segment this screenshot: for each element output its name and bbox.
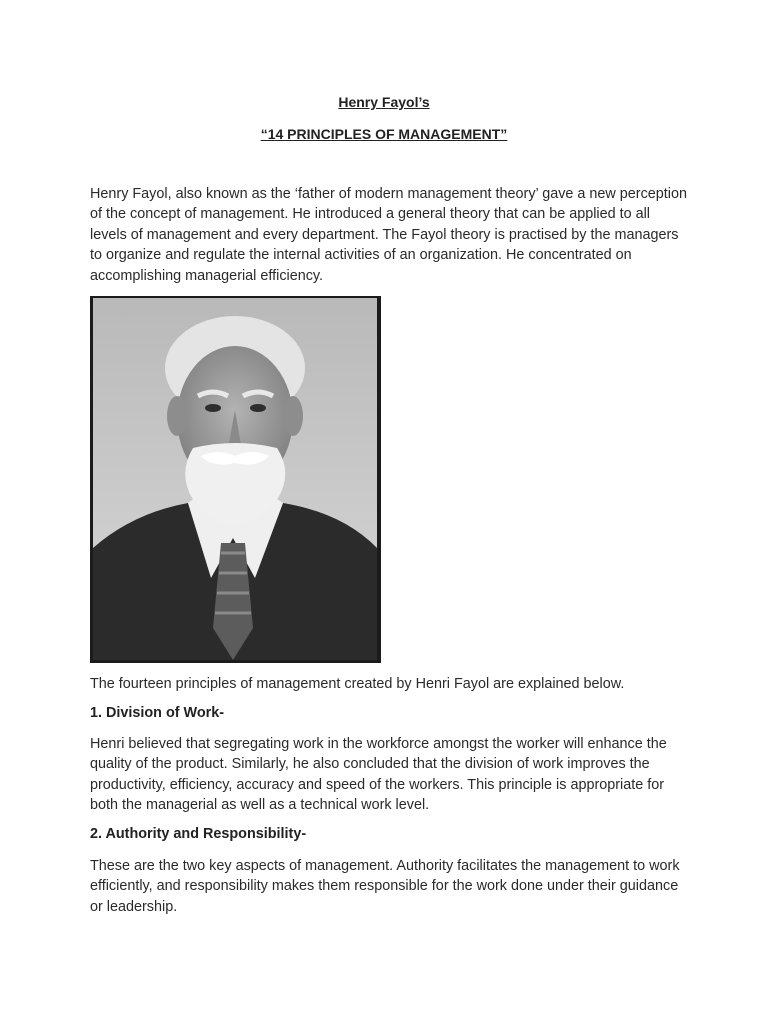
portrait-image-frame	[90, 296, 381, 663]
principles-intro-text: The fourteen principles of management created by Henri Fayol are explained below.	[90, 676, 625, 692]
section-body-authority-responsibility: These are the two key aspects of management. Authority facilitates the management to work efficiently, and responsibility makes them responsible for the work done under their guidance or leadership.	[90, 858, 680, 915]
document-title: Henry Fayol’s	[338, 94, 430, 110]
portrait-photo-icon	[93, 298, 377, 660]
section-heading-authority-responsibility: 2. Authority and Responsibility-	[90, 826, 307, 842]
section-heading-division-of-work: 1. Division of Work-	[90, 705, 225, 721]
section-body-division-of-work: Henri believed that segregating work in the workforce amongst the worker will enhance the quality of the product. Similarly, he also concluded that the division of work improves the productivity, efficiency, accuracy and speed of the workers. This principle is appropriate for both the managerial as well as a technical work level.	[90, 736, 667, 814]
intro-paragraph: Henry Fayol, also known as the ‘father of modern management theory’ gave a new perception of the concept of management. He introduced a general theory that can be applied to all levels of management and every department. The Fayol theory is practised by the managers to organize and regulate the internal activities of an organization. He concentrated on accomplishing managerial efficiency.	[90, 186, 688, 284]
document-subtitle: “14 PRINCIPLES OF MANAGEMENT”	[260, 126, 508, 142]
